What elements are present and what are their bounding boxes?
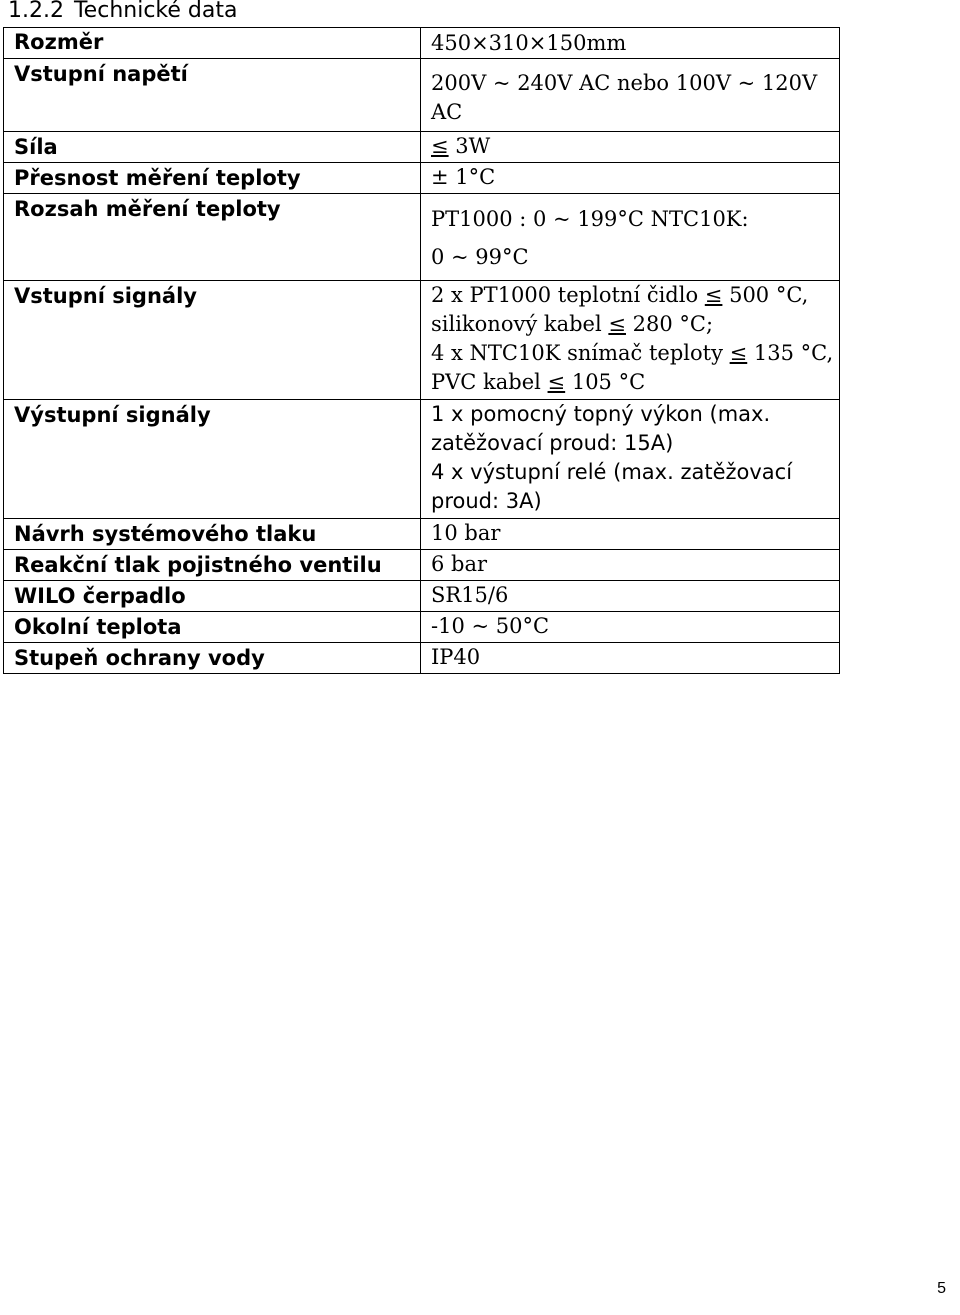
spec-label: Návrh systémového tlaku: [4, 519, 421, 550]
table-row: [4, 581, 840, 612]
less-equal-symbol: ≤: [729, 341, 748, 365]
table-row: [4, 59, 840, 132]
spec-label: Výstupní signály: [4, 400, 421, 519]
spec-value: IP40: [421, 643, 840, 674]
spec-value: ≤ 3W: [421, 132, 840, 163]
spec-value: 2 x PT1000 teplotní čidlo ≤ 500 °C, silikonový kabel ≤ 280 °C; 4 x NTC10K snímač teploty ≤ 135 °C, PVC kabel ≤ 105 °C: [421, 281, 840, 400]
table-row: [4, 612, 840, 643]
table-row: [4, 194, 840, 281]
spec-value: ± 1°C: [421, 163, 840, 194]
spec-label: Reakční tlak pojistného ventilu: [4, 550, 421, 581]
spec-value: PT1000 : 0 ~ 199°C NTC10K: 0 ~ 99°C: [421, 194, 840, 281]
spec-value: SR15/6: [421, 581, 840, 612]
table-row: [4, 643, 840, 674]
less-equal-symbol: ≤: [608, 312, 626, 336]
table-row: [4, 400, 840, 519]
spec-label: Rozsah měření teploty: [4, 194, 421, 281]
spec-label: Rozměr: [4, 28, 421, 59]
spec-value: 200V ~ 240V AC nebo 100V ~ 120V AC: [421, 59, 840, 132]
technical-data-table: [3, 27, 840, 674]
table-row: [4, 550, 840, 581]
spec-label: WILO čerpadlo: [4, 581, 421, 612]
spec-value: -10 ~ 50°C: [421, 612, 840, 643]
less-equal-symbol: ≤: [431, 134, 449, 158]
table-row: [4, 281, 840, 400]
table-row: [4, 163, 840, 194]
spec-label: Přesnost měření teploty: [4, 163, 421, 194]
spec-label: Vstupní napětí: [4, 59, 421, 132]
table-row: [4, 519, 840, 550]
spec-label: Okolní teplota: [4, 612, 421, 643]
table-row: [4, 28, 840, 59]
spec-label: Síla: [4, 132, 421, 163]
spec-value: 10 bar: [421, 519, 840, 550]
less-equal-symbol: ≤: [704, 283, 723, 307]
spec-value: 450×310×150mm: [421, 28, 840, 59]
spec-value: 1 x pomocný topný výkon (max. zatěžovací proud: 15A) 4 x výstupní relé (max. zatěžovací proud: 3A): [421, 400, 840, 519]
less-equal-symbol: ≤: [547, 370, 566, 394]
section-number: 1.2.2: [8, 0, 64, 23]
spec-value: 6 bar: [421, 550, 840, 581]
table-row: [4, 132, 840, 163]
spec-label: Stupeň ochrany vody: [4, 643, 421, 674]
section-heading: [8, 0, 237, 26]
section-title: Technické data: [73, 0, 238, 23]
spec-label: Vstupní signály: [4, 281, 421, 400]
page-number: 5: [937, 1280, 946, 1297]
